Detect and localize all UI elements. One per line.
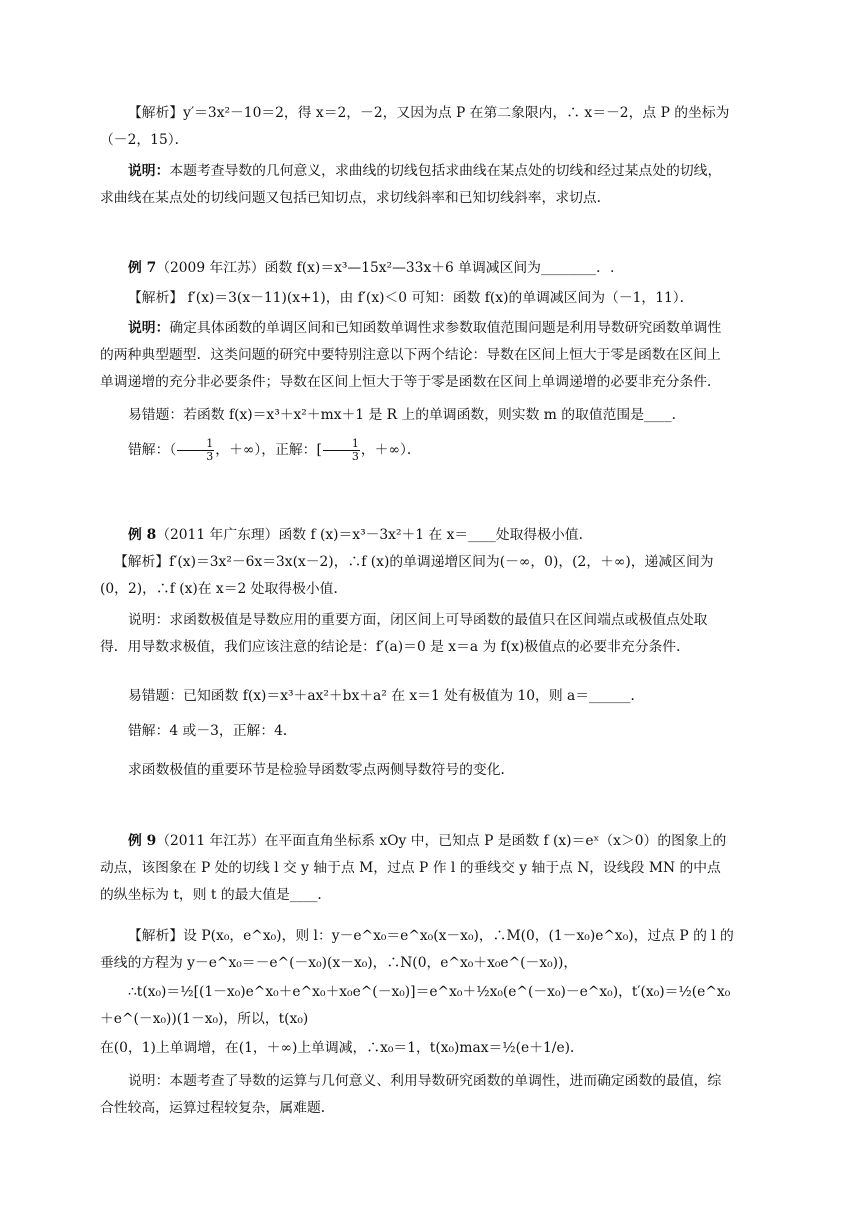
note-text: 本题考查导数的几何意义，求曲线的切线包括求曲线在某点处的切线和经过某点处的切线，求曲线在某点处的切线问题又包括已知切点，求切线斜率和已知切线斜率，求切点． (100, 163, 722, 206)
fraction-numerator: 1 (323, 438, 360, 451)
example8-heading (100, 522, 734, 549)
example7-wrong (100, 437, 734, 464)
example8-key-point: 求函数极值的重要环节是检验导函数零点两侧导数符号的变化． (128, 762, 515, 778)
example9-heading (100, 828, 734, 909)
example8-note: 说明：求函数极值是导数应用的重要方面，闭区间上可导函数的最值只在区间端点或极值点处取得．用导数求极值，我们应该注意的结论是：f′(a)＝0 是 x＝a 为 f(x)极值点的必要非充分条件． (100, 612, 708, 655)
example8-solution: 【解析】f′(x)＝3x²－6x＝3x(x－2)，∴f (x)的单调递增区间为(－∞，0)，(2，＋∞)，递减区间为(0，2)，∴f (x)在 x＝2 处取得极小值． (100, 554, 714, 597)
example8-wrong: 错解：4 或－3，正解：4． (128, 723, 297, 739)
note-label: 说明： (128, 163, 170, 179)
fraction (323, 438, 360, 463)
example7-note (100, 315, 734, 396)
example9-note: 说明：本题考查了导数的运算与几何意义、利用导数研究函数的单调性，进而确定函数的最值，综合性较高，运算过程较复杂，属难题． (100, 1073, 722, 1116)
example9-label: 例 9 (128, 833, 157, 849)
wrong-part-b: ，＋∞），正解：[ (215, 442, 322, 458)
example9-solution-3: 在(0，1)上单调增，在(1，＋∞)上单调减，∴x₀＝1，t(x₀)max＝½(e＋1/e)． (100, 1040, 584, 1056)
fraction (177, 438, 214, 463)
section-example8 (100, 522, 734, 784)
example8-question: （2011 年广东理）函数 f (x)＝x³－3x²＋1 在 x＝____处取得极小值． (156, 527, 593, 543)
wrong-part-c: ，＋∞）． (360, 442, 421, 458)
example7-note-text: 确定具体函数的单调区间和已知函数单调性求参数取值范围问题是利用导数研究函数单调性的两种典型题型．这类问题的研究中要特别注意以下两个结论：导数在区间上恒大于零是函数在区间上单调递增的充分非必要条件；导数在区间上恒大于等于零是函数在区间上单调递增的必要非充分条件． (100, 320, 722, 390)
example7-solution: 【解析】 f′(x)＝3(x－11)(x+1)，由 f′(x)＜0 可知：函数 f(x)的单调减区间为（－1，11）． (128, 290, 694, 306)
example9-solution-1: 【解析】设 P(x₀，e^x₀)，则 l：y－e^x₀＝e^x₀(x－x₀)，∴M(0，(1－x₀)e^x₀)，过点 P 的 l 的垂线的方程为 y－e^x₀＝－e^(－x₀)(x－x₀)，∴N(0，e^x₀＋x₀e^(－x₀))， (100, 928, 734, 971)
example7-note-label: 说明： (128, 320, 170, 336)
section-example6-tail (100, 100, 734, 212)
example7-question: （2009 年江苏）函数 f(x)＝x³—15x²—33x＋6 单调减区间为 (156, 260, 541, 276)
note-paragraph (100, 158, 734, 212)
example8-label: 例 8 (128, 527, 157, 543)
fraction-denominator: 3 (206, 450, 214, 463)
example8-trap: 易错题：已知函数 f(x)＝x³＋ax²＋bx＋a² 在 x＝1 处有极值为 10，则 a＝______． (128, 688, 645, 704)
example7-end: ．. (596, 260, 615, 276)
example9-solution-2: ∴t(x₀)＝½[(1－x₀)e^x₀＋e^x₀＋x₀e^(－x₀)]＝e^x₀＋½x₀(e^(－x₀)－e^x₀)，t′(x₀)＝½(e^x₀＋e^(－x₀))(1－x₀)，所以，t(x₀) (100, 984, 731, 1027)
example9-question: （2011 年江苏）在平面直角坐标系 xOy 中，已知点 P 是函数 f (x)＝eˣ（x＞0）的图象上的动点，该图象在 P 处的切线 l 交 y 轴于点 M，过点 P 作 l 的垂线交 y 轴于点 N，设线段 MN 的中点的纵坐标为 t，则 t 的最大值是____． (100, 833, 727, 903)
wrong-part-a: 错解：（ (128, 442, 177, 458)
fraction-numerator: 1 (177, 438, 214, 451)
section-example7 (100, 255, 734, 464)
example7-heading (100, 255, 734, 282)
example7-blank: ________ (540, 260, 597, 276)
example7-label: 例 7 (128, 260, 157, 276)
example7-trap: 易错题：若函数 f(x)＝x³＋x²＋mx＋1 是 R 上的单调函数，则实数 m 的取值范围是____． (128, 407, 686, 423)
section-example9 (100, 828, 734, 1122)
solution-paragraph: 【解析】y′＝3x²－10＝2，得 x＝2，－2，又因为点 P 在第二象限内，∴ x＝－2，点 P 的坐标为（－2，15）． (100, 105, 730, 148)
fraction-denominator: 3 (351, 450, 359, 463)
